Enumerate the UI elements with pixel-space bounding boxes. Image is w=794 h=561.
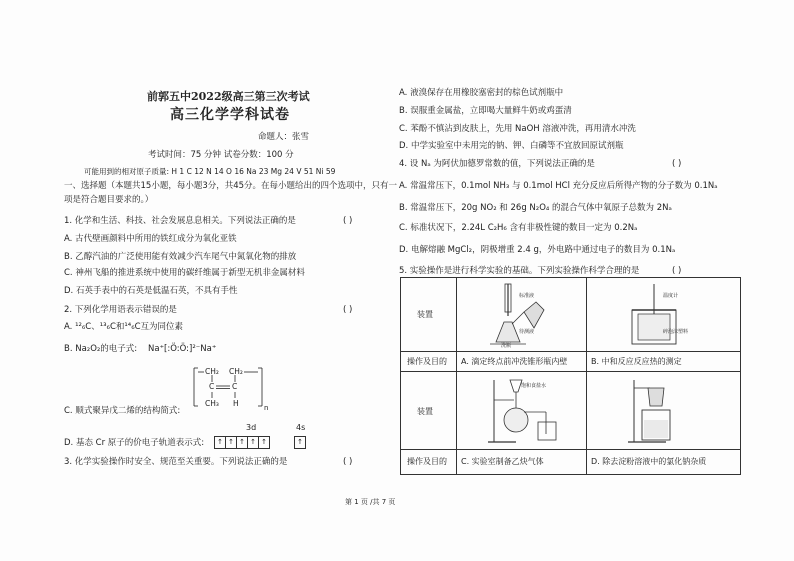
- label-thermometer: 温度计: [663, 293, 679, 299]
- struct-ch2-left: CH₂: [205, 367, 219, 376]
- label-foam: 碎泡沫塑料: [663, 329, 689, 335]
- orbital-box: ↑: [261, 438, 267, 446]
- q2-stem: 2. 下列化学用语表示错误的是: [64, 305, 177, 315]
- exam-info: 考试时间：75 分钟 试卷分数：100 分: [148, 150, 294, 160]
- table-divider: [456, 278, 457, 474]
- author: 命题人：张雪: [258, 132, 310, 142]
- table-option-a: A. 滴定终点前冲洗锥形瓶内壁: [461, 357, 568, 366]
- q4-option-b: B. 常温常压下，20g NO₂ 和 26g N₂O₄ 的混合气体中氧原子总数为 2Nₐ: [399, 203, 672, 213]
- struct-h: H: [233, 399, 239, 408]
- orbital-box: ↑: [297, 438, 303, 446]
- q5-answer-paren: ( ): [672, 266, 682, 276]
- q3-option-b: B. 误服重金属盐，立即喝大量鲜牛奶或鸡蛋清: [399, 106, 572, 116]
- q5-stem: 5. 实验操作是进行科学实验的基础。下列实验操作科学合理的是: [399, 266, 640, 276]
- q2-option-a: A. ¹²₆C、¹³₆C和¹⁴₆C互为同位素: [64, 322, 184, 332]
- table-option-b: B. 中和反应反应热的测定: [591, 357, 682, 366]
- table-divider: [586, 278, 587, 474]
- orbital-box: ↑: [248, 437, 259, 448]
- orbital-3d-boxes: [214, 436, 270, 449]
- struct-ch2-right: CH₂: [229, 367, 243, 376]
- q2-option-c-label: C. 顺式聚异戊二烯的结构简式:: [64, 406, 181, 416]
- q4-option-a: A. 常温常压下，0.1mol NH₃ 与 0.1mol HCl 充分反应后所得产物的分子数为 0.1Nₐ: [399, 181, 718, 191]
- orbital-4s-box: [294, 436, 306, 449]
- q1-answer-paren: ( ): [343, 216, 353, 226]
- q2-option-b-formula: Na⁺[:Ö:Ö:]²⁻Na⁺: [148, 344, 217, 354]
- section-intro-1: 一、选择题（本题共15小题，每小题3分，共45分。在每小题给出的四个选项中，只有一: [64, 181, 398, 191]
- struct-c-left: C: [209, 382, 215, 391]
- q1-stem: 1. 化学和生活、科技、社会发展息息相关。下列说法正确的是: [64, 216, 296, 226]
- table-divider: [401, 449, 740, 450]
- q3-option-a: A. 液溴保存在用橡胶塞密封的棕色试剂瓶中: [399, 88, 564, 98]
- struct-n: n: [264, 404, 269, 412]
- label-analyte: 待测液: [519, 329, 535, 335]
- q2-option-d-label: D. 基态 Cr 原子的价电子轨道表示式:: [64, 438, 205, 448]
- q3-answer-paren: ( ): [343, 457, 353, 467]
- section-intro-2: 项是符合题目要求的。）: [64, 195, 154, 205]
- dialysis-illustration: [626, 376, 686, 446]
- table-cell-device-2: 装置: [417, 407, 433, 416]
- atomic-masses: 可能用到的相对原子质量: H 1 C 12 N 14 O 16 Na 23 Mg 24 V 51 Ni 59: [84, 167, 336, 176]
- label-brine: 饱和食盐水: [521, 383, 547, 389]
- label-standard-solution: 标准液: [519, 293, 535, 299]
- orbital-box: ↑: [226, 437, 237, 448]
- paper-title: 高三化学学科试卷: [170, 107, 290, 123]
- label-wash-bottle: 洗瓶: [501, 343, 512, 349]
- q1-option-c: C. 神州飞船的推进系统中使用的碳纤维属于新型无机非金属材料: [64, 268, 305, 278]
- q4-option-d: D. 电解熔融 MgCl₂，阴极增重 2.4 g，外电路中通过电子的数目为 0.1Nₐ: [399, 245, 676, 255]
- q4-stem: 4. 设 Nₐ 为阿伏加德罗常数的值，下列说法正确的是: [399, 159, 595, 169]
- orbital-box: ↑: [215, 437, 226, 448]
- struct-ch3: CH₃: [205, 399, 219, 408]
- orbital-4s-label: 4s: [296, 423, 306, 432]
- q3-option-c: C. 苯酚不慎沾到皮肤上，先用 NaOH 溶液冲洗，再用清水冲洗: [399, 124, 636, 134]
- q2-option-b-label: B. Na₂O₂的电子式:: [64, 344, 138, 354]
- q1-option-d: D. 石英手表中的石英是低温石英，不具有手性: [64, 286, 238, 296]
- q1-option-a: A. 古代壁画颜料中所用的铁红成分为氧化亚铁: [64, 234, 237, 244]
- table-divider: [401, 371, 740, 372]
- table-cell-purpose-1: 操作及目的: [407, 357, 447, 366]
- q5-table: [400, 277, 741, 475]
- page-footer: 第 1 页 /共 7 页: [345, 498, 396, 506]
- struct-c-right: C: [232, 382, 238, 391]
- orbital-box: ↑: [237, 437, 248, 448]
- q4-answer-paren: ( ): [672, 159, 682, 169]
- school-exam-title: 前郭五中2022级高三第三次考试: [147, 90, 310, 103]
- q3-stem: 3. 化学实验操作时安全、规范至关重要。下列说法正确的是: [64, 457, 288, 467]
- table-option-c: C. 实验室制备乙炔气体: [461, 457, 544, 466]
- table-divider: [401, 351, 740, 352]
- table-option-d: D. 除去淀粉溶液中的氯化钠杂质: [591, 457, 707, 466]
- orbital-3d-label: 3d: [246, 423, 257, 432]
- table-cell-purpose-2: 操作及目的: [407, 457, 447, 466]
- q2-answer-paren: ( ): [343, 305, 353, 315]
- table-cell-device-1: 装置: [417, 310, 433, 319]
- q4-option-c: C. 标准状况下，2.24L C₂H₆ 含有非极性键的数目一定为 0.2Nₐ: [399, 223, 638, 233]
- q3-option-d: D. 中学实验室中未用完的钠、钾、白磷等不宜放回原试剂瓶: [399, 141, 624, 151]
- q1-option-b: B. 乙醇汽油的广泛使用能有效减少汽车尾气中氮氧化物的排放: [64, 252, 297, 262]
